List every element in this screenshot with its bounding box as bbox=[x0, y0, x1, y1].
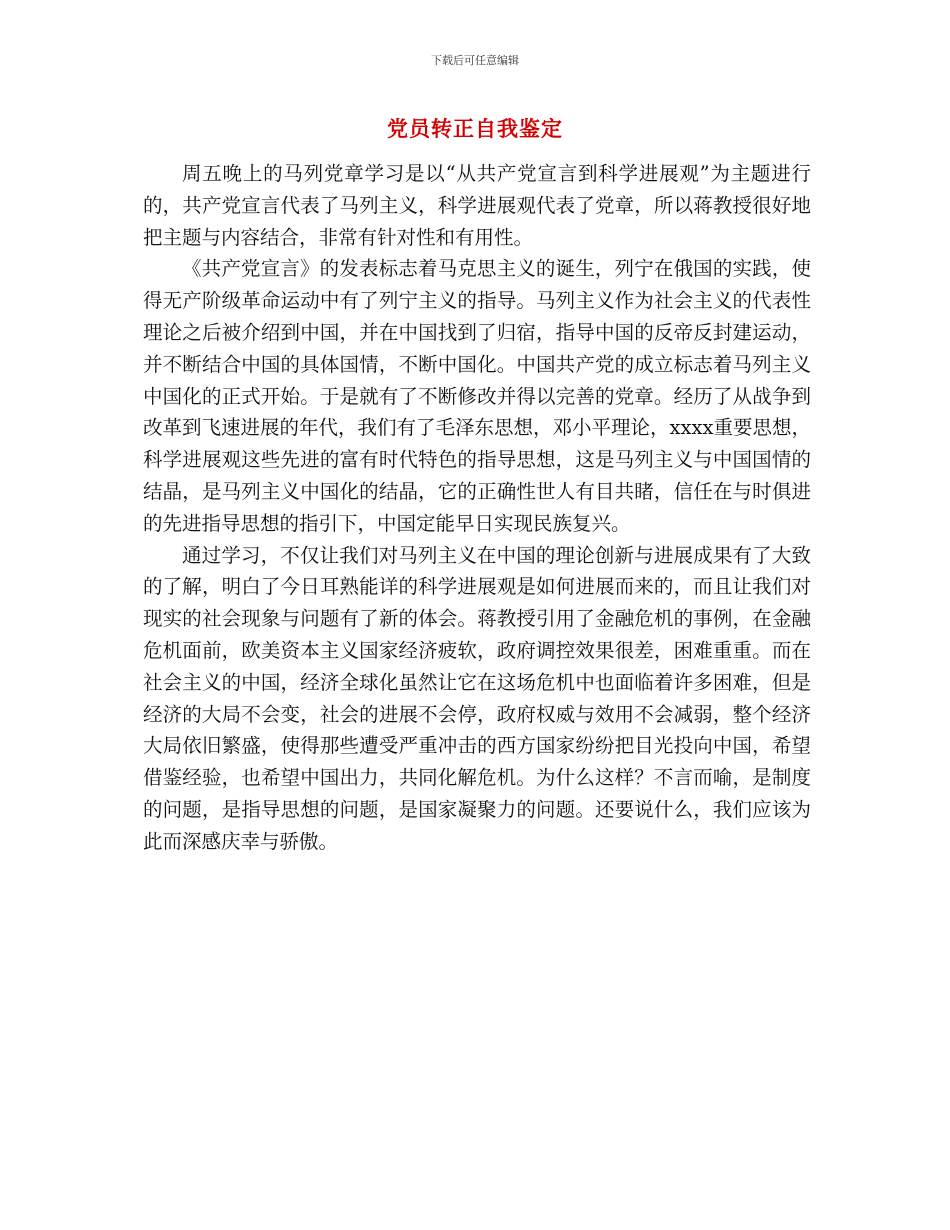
paragraph: 周五晚上的马列党章学习是以“从共产党宣言到科学进展观”为主题进行的，共产党宣言代表了马列主义，科学进展观代表了党章，所以蒋教授很好地把主题与内容结合，非常有针对性和有用性。 bbox=[143, 162, 811, 249]
document-body bbox=[143, 158, 811, 858]
paragraph: 通过学习，不仅让我们对马列主义在中国的理论创新与进展成果有了大致的了解，明白了今日耳熟能详的科学进展观是如何进展而来的，而且让我们对现实的社会现象与问题有了新的体会。蒋教授引用了金融危机的事例，在金融危机面前，欧美资本主义国家经济疲软，政府调控效果很差，困难重重。而在社会主义的中国，经济全球化虽然让它在这场危机中也面临着许多困难，但是经济的大局不会变，社会的进展不会停，政府权威与效用不会减弱，整个经济大局依旧繁盛，使得那些遭受严重冲击的西方国家纷纷把目光投向中国，希望借鉴经验，也希望中国出力，共同化解危机。为什么这样？不言而喻，是制度的问题，是指导思想的问题，是国家凝聚力的问题。还要说什么，我们应该为此而深感庆幸与骄傲。 bbox=[143, 543, 811, 853]
paragraph: 《共产党宣言》的发表标志着马克思主义的诞生，列宁在俄国的实践，使得无产阶级革命运动中有了列宁主义的指导。马列主义作为社会主义的代表性理论之后被介绍到中国，并在中国找到了归宿，指导中国的反帝反封建运动，并不断结合中国的具体国情，不断中国化。中国共产党的成立标志着马列主义中国化的正式开始。于是就有了不断修改并得以完善的党章。经历了从战争到改革到飞速进展的年代，我们有了毛泽东思想，邓小平理论，xxxx重要思想，科学进展观这些先进的富有时代特色的指导思想，这是马列主义与中国国情的结晶，是马列主义中国化的结晶，它的正确性世人有目共睹，信任在与时俱进的先进指导思想的指引下，中国定能早日实现民族复兴。 bbox=[143, 257, 811, 535]
header-note: 下载后可任意编辑 bbox=[431, 54, 519, 67]
document-title: 党员转正自我鉴定 bbox=[387, 116, 563, 141]
